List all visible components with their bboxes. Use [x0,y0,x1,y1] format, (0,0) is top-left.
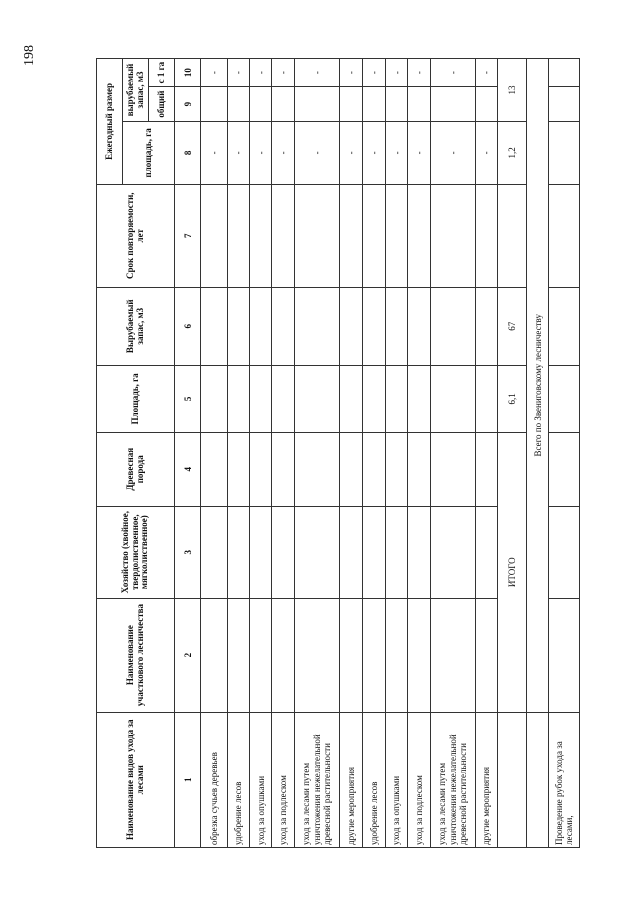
table-row [408,59,430,848]
itogo-annual-area: 1,2 [498,121,527,184]
cell-per-ha: - [294,59,339,87]
col-number: 8 [175,121,201,184]
table-row [339,59,362,848]
row-name: удобрение лесов [363,712,385,847]
header-type: Наименование видов ухода за лесами [97,712,175,847]
row-name: другие мероприятия [475,712,497,847]
header-area: Площадь, га [97,365,175,432]
cell-annual-area: - [339,121,362,184]
itogo-volume: 67 [498,287,527,365]
cell-annual-area: - [408,121,430,184]
header-economy: Хозяйство (хвойное, твердолиственное, мягколиственное) [97,506,175,598]
cell-annual-area: - [272,121,294,184]
col-number: 1 [175,712,201,847]
header-period: Срок повторяемости, лет [97,184,175,287]
cell-annual-area: - [227,121,249,184]
cell-annual-area: - [250,121,272,184]
header-annual-volume: вырубаемый запас, м3 [123,59,149,122]
col-number: 3 [175,506,201,598]
table-row [430,59,475,848]
cell-per-ha: - [201,59,228,87]
header-species: Древесная порода [97,432,175,506]
row-name: другие мероприятия [339,712,362,847]
cell-annual-area: - [430,121,475,184]
table-row [363,59,385,848]
col-number: 10 [175,59,201,87]
cell-per-ha: - [385,59,407,87]
table-row [201,59,228,848]
table-row [227,59,249,848]
row-name: уход за подлеском [272,712,294,847]
row-name: обрезка сучьев деревьев [201,712,228,847]
header-district: Наименование участкового лесничества [97,598,175,712]
col-number: 7 [175,184,201,287]
row-name: уход за подлеском [408,712,430,847]
row-name: уход за лесами путем уничтожения нежелательной древесной растительности [430,712,475,847]
row-name: уход за опушками [250,712,272,847]
col-number: 9 [175,87,201,122]
total-label: Всего по Звениговскому лесничеству [526,59,548,713]
forest-care-table [96,58,580,848]
header-annual-area: площадь, га [123,121,175,184]
col-number: 6 [175,287,201,365]
cell-per-ha: - [363,59,385,87]
cell-per-ha: - [227,59,249,87]
header-annual-total: общий [149,87,175,122]
cell-annual-area: - [363,121,385,184]
cell-per-ha: - [430,59,475,87]
cell-per-ha: - [339,59,362,87]
table-row [272,59,294,848]
header-per-ha: с 1 га [149,59,175,87]
row-name: уход за опушками [385,712,407,847]
col-number: 2 [175,598,201,712]
cell-per-ha: - [250,59,272,87]
row-name: удобрение лесов [227,712,249,847]
table-row [250,59,272,848]
page-number: 198 [22,45,37,66]
itogo-annual-total: 13 [498,59,527,122]
cell-per-ha: - [272,59,294,87]
col-number: 5 [175,365,201,432]
itogo-row [498,59,527,848]
cell-per-ha: - [408,59,430,87]
row-name: уход за лесами путем уничтожения нежелательной древесной растительности [294,712,339,847]
cell-annual-area: - [294,121,339,184]
table-row [475,59,497,848]
col-number: 4 [175,432,201,506]
last-row-name: Проведение рубок ухода за лесами, [549,712,580,847]
cell-per-ha: - [475,59,497,87]
itogo-area: 6,1 [498,365,527,432]
header-annual: Ежегодный размер [97,59,123,185]
rotated-table-container [96,58,580,848]
table-row [294,59,339,848]
cell-annual-area: - [385,121,407,184]
cell-annual-area: - [475,121,497,184]
header-volume: Вырубаемый запас, м3 [97,287,175,365]
itogo-label: ИТОГО [498,432,527,712]
last-row [549,59,580,848]
total-row [526,59,548,848]
cell-annual-area: - [201,121,228,184]
table-row [385,59,407,848]
